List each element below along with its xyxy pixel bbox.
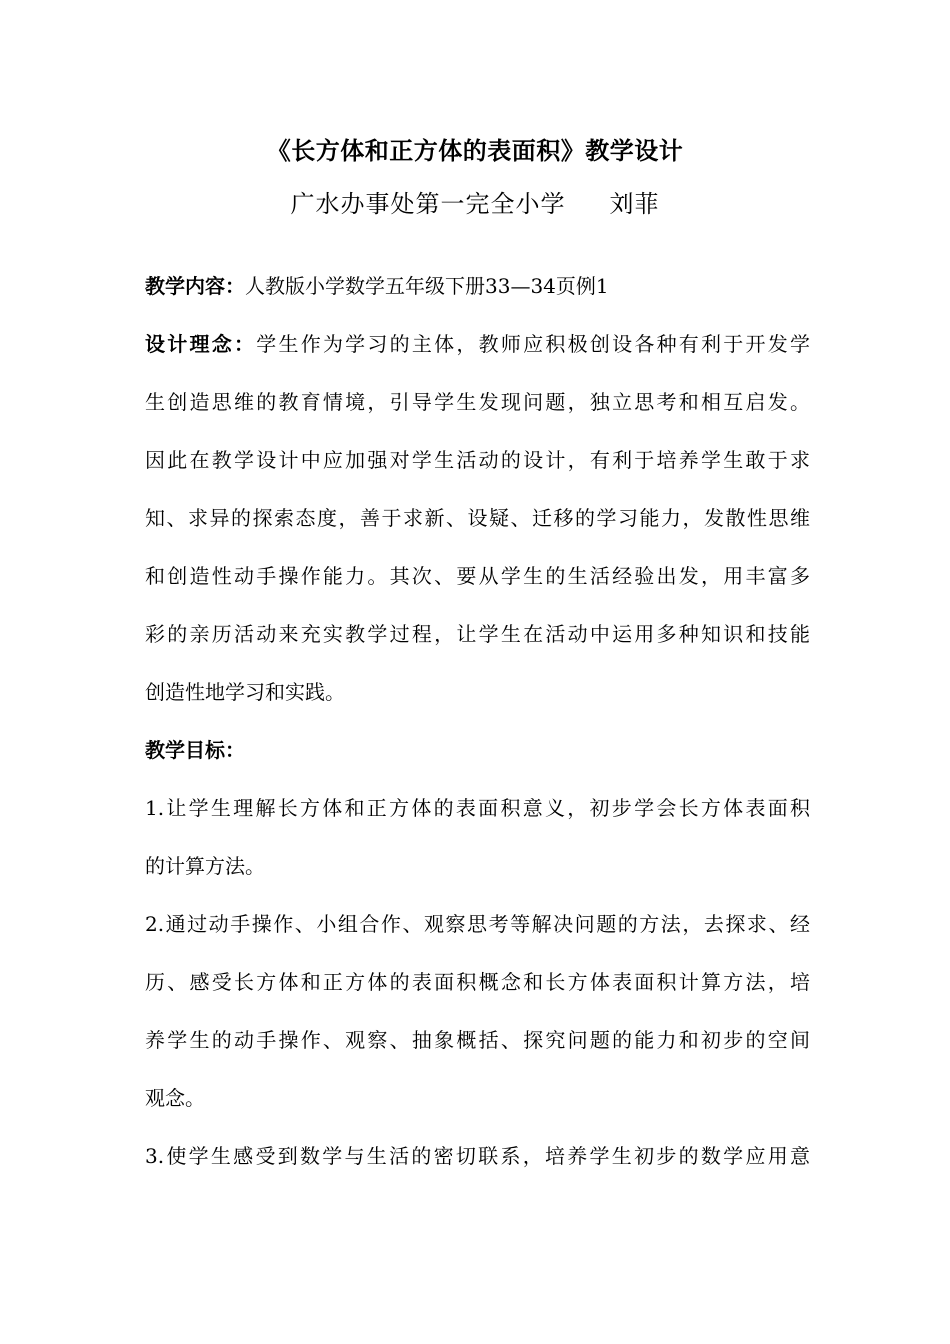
design-concept-text-1: 学生作为学习的主体，教师应积极创设各种有利于开发学 bbox=[256, 332, 810, 356]
objectives-label: 教学目标： bbox=[145, 738, 245, 762]
content-line bbox=[145, 272, 810, 300]
design-concept-line-3: 因此在教学设计中应加强对学生活动的设计，有利于培养学生敢于求 bbox=[145, 448, 810, 472]
design-concept-line-6: 彩的亲历活动来充实教学过程，让学生在活动中运用多种知识和技能 bbox=[145, 622, 810, 646]
objective-3-line-1: 3.使学生感受到数学与生活的密切联系，培养学生初步的数学应用意 bbox=[145, 1144, 810, 1168]
design-concept-line-1 bbox=[145, 330, 810, 358]
content-label: 教学内容： bbox=[145, 274, 245, 298]
content-text: 人教版小学数学五年级下册33—34页例1 bbox=[245, 274, 609, 298]
objective-2-line-4: 观念。 bbox=[145, 1086, 205, 1110]
objective-2-line-3: 养学生的动手操作、观察、抽象概括、探究问题的能力和初步的空间 bbox=[145, 1028, 810, 1052]
objective-2-line-2: 历、感受长方体和正方体的表面积概念和长方体表面积计算方法，培 bbox=[145, 970, 810, 994]
objective-1-line-1: 1.让学生理解长方体和正方体的表面积意义，初步学会长方体表面积 bbox=[145, 796, 810, 820]
author-line bbox=[0, 184, 950, 219]
design-concept-line-2: 生创造思维的教育情境，引导学生发现问题，独立思考和相互启发。 bbox=[145, 390, 810, 414]
design-concept-line-5: 和创造性动手操作能力。其次、要从学生的生活经验出发，用丰富多 bbox=[145, 564, 810, 588]
author-name: 刘菲 bbox=[609, 190, 660, 218]
document-title: 《长方体和正方体的表面积》教学设计 bbox=[266, 136, 684, 165]
author-school: 广水办事处第一完全小学 bbox=[290, 190, 566, 218]
design-concept-label: 设计理念： bbox=[145, 332, 257, 356]
objective-2-line-1: 2.通过动手操作、小组合作、观察思考等解决问题的方法，去探求、经 bbox=[145, 912, 810, 936]
objective-1-line-2: 的计算方法。 bbox=[145, 854, 265, 878]
design-concept-line-4: 知、求异的探索态度，善于求新、设疑、迁移的学习能力，发散性思维 bbox=[145, 506, 810, 530]
design-concept-line-7: 创造性地学习和实践。 bbox=[145, 680, 345, 704]
